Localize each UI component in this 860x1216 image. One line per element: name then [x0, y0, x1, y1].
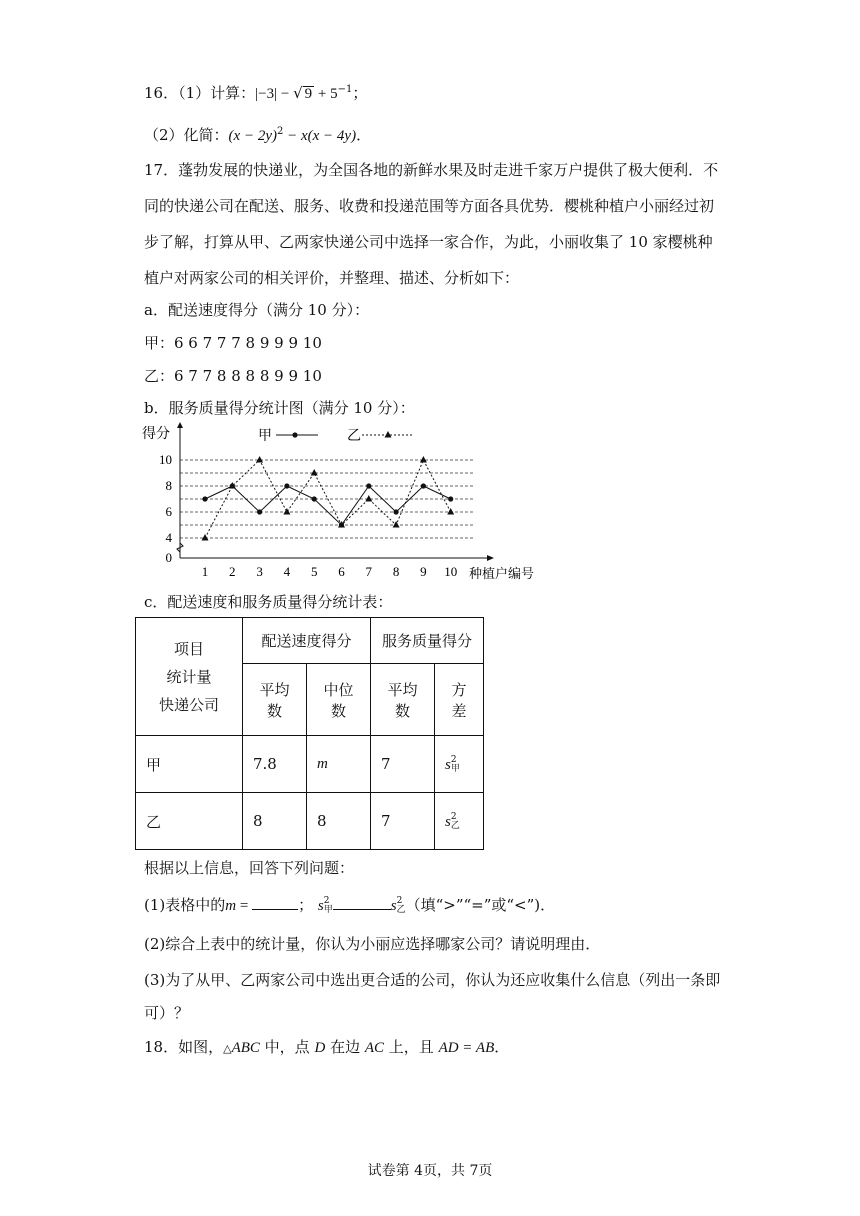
row-median-speed: 8 [307, 793, 371, 850]
y-tick-label: 0 [165, 550, 172, 565]
data-point-jia [284, 483, 289, 488]
q18-ac: AC [364, 1040, 385, 1056]
data-point-yi [283, 508, 290, 515]
q1-eq: = [236, 898, 253, 914]
data-point-yi [393, 521, 400, 528]
q1-pre: (1)表格中的 [144, 896, 226, 914]
y-tick-label: 8 [165, 478, 172, 493]
speed-scores-jia: 甲：6 6 7 7 7 8 9 9 9 10 [144, 334, 322, 352]
q16-part1-abs: |−3| − [255, 86, 294, 102]
x-tick-label: 2 [229, 564, 236, 579]
q18-mid1: 中，点 [259, 1038, 315, 1056]
q1-sub-yi: 乙 [396, 905, 406, 915]
data-point-yi [365, 495, 372, 502]
row-mean-speed: 8 [243, 793, 307, 850]
sub-question-1: (1)表格中的m = ； s 2 甲 s 2 乙 （填“>”“=”或“<”)． [144, 896, 556, 915]
header-stat: 统计量 [166, 667, 212, 686]
q16-part2 [144, 122, 371, 146]
chart-series [202, 456, 455, 541]
sub-question-3-line-1: (3)为了从甲、乙两家公司中选出更合适的公司，你认为还应收集什么信息（列出一条即 [144, 971, 721, 989]
header-item: 项目 [173, 639, 204, 658]
data-point-yi [311, 469, 318, 476]
q1-s-jia: s [317, 898, 324, 914]
section-a-title: a．配送速度得分（满分 10 分）： [144, 301, 370, 319]
data-point-yi [447, 508, 454, 515]
x-tick-label: 9 [420, 564, 427, 579]
var-subscript: 甲 [450, 763, 460, 774]
legend-label-yi: 乙 [347, 428, 361, 444]
legend-marker-yi [385, 431, 392, 438]
q16-part1-exp: −1 [337, 84, 353, 95]
q16-part1-radicand: 9 [304, 86, 313, 102]
legend-label-jia: 甲 [258, 428, 272, 444]
sub-question-2: (2)综合上表中的统计量，你认为小丽应选择哪家公司？请说明理由． [144, 935, 601, 953]
x-tick-label: 5 [310, 564, 318, 579]
legend-marker-jia [292, 432, 297, 437]
page-footer: 试卷第 4页，共 7页 [367, 1163, 493, 1179]
group-speed-header: 配送速度得分 [243, 618, 371, 664]
q1-sub-jia: 甲 [323, 905, 333, 915]
section-c-title: c．配送速度和服务质量得分统计表： [144, 593, 393, 611]
q17-intro-line-3: 步了解，打算从甲、乙两家快递公司中选择一家合作，为此，小丽收集了 10 家樱桃种 [144, 233, 713, 251]
answer-blank-compare[interactable] [333, 895, 391, 910]
col-mean-service: 平均数 [371, 664, 435, 736]
y-tick-label: 4 [165, 530, 172, 545]
sqrt-sign: √ [293, 84, 303, 102]
table-corner-header [136, 618, 243, 736]
x-tick-label: 4 [283, 564, 291, 579]
x-tick-label: 7 [365, 564, 373, 579]
q18-mid2: 在边 [325, 1038, 365, 1056]
q1-s-yi: s [390, 898, 397, 914]
sub-question-3-line-2: 可）？ [144, 1004, 190, 1022]
data-point-yi [256, 456, 263, 463]
data-point-jia [448, 496, 453, 501]
group-service-header: 服务质量得分 [371, 618, 484, 664]
var-subscript: 乙 [450, 820, 460, 831]
q16-part2-expr: (x − 2y) [228, 128, 277, 144]
x-tick-label: 6 [338, 564, 345, 579]
row-mean-service: 7 [371, 736, 435, 793]
q18-end: ． [494, 1038, 510, 1056]
var-symbol: s [445, 756, 451, 773]
x-tick-label: 3 [256, 564, 263, 579]
prompt-text: 根据以上信息，回答下列问题： [144, 859, 355, 877]
row-var-service: s 2 乙 [435, 793, 484, 850]
y-tick-label: 10 [159, 452, 172, 467]
q18-pre: 18．如图， [144, 1038, 224, 1056]
y-tick-label: 6 [165, 504, 172, 519]
q16-part1-label: 16．（1）计算： [144, 84, 256, 102]
q16-part1 [144, 80, 367, 104]
q16-part1-end: ； [352, 84, 368, 102]
stats-table [135, 617, 484, 850]
row-median-speed: m [307, 736, 371, 793]
section-b-title: b．服务质量得分统计图（满分 10 分）： [144, 399, 415, 417]
data-point-jia [366, 483, 371, 488]
row-var-service: s 2 甲 [435, 736, 484, 793]
q17-intro-line-2: 同的快递公司在配送、服务、收费和投递范围等方面各具优势．樱桃种植户小丽经过初 [144, 197, 715, 215]
q18-eq: AD = AB [438, 1040, 495, 1056]
data-point-yi [202, 534, 209, 541]
q16-part2-exp: 2 [276, 126, 284, 137]
x-tick-label: 8 [392, 564, 400, 579]
x-axis-arrow [487, 555, 494, 561]
q16-part1-power: + 5 [314, 86, 338, 102]
q1-hint: （填“>”“=”或“<”)． [405, 896, 556, 914]
table-row [136, 736, 484, 793]
answer-blank-m[interactable] [252, 895, 298, 910]
data-point-jia [394, 509, 399, 514]
q16-part2-expr2: − x(x − 4y) [283, 128, 357, 144]
q16-part2-end: ． [356, 126, 372, 144]
chart-legend [258, 428, 414, 444]
header-company: 快递公司 [158, 695, 219, 714]
row-mean-service: 7 [371, 793, 435, 850]
col-var-service: 方差 [435, 664, 484, 736]
q1-sep: ； [298, 896, 314, 914]
x-tick-label: 1 [201, 564, 209, 579]
data-point-jia [257, 509, 262, 514]
data-point-yi [420, 456, 427, 463]
x-tick-label: 10 [444, 564, 458, 579]
data-point-jia [202, 496, 207, 501]
row-mean-speed: 7.8 [243, 736, 307, 793]
triangle-symbol: △ [223, 1042, 232, 1055]
x-axis-label: 种植户编号 [469, 567, 535, 582]
q18-d: D [314, 1040, 326, 1056]
col-median-speed: 中位数 [307, 664, 371, 736]
service-quality-line-chart [142, 422, 562, 582]
y-axis-label: 得分 [142, 426, 170, 442]
chart-axes [142, 422, 534, 582]
var-symbol: s [445, 813, 451, 830]
row-company: 乙 [136, 793, 243, 850]
q18-stem [144, 1037, 509, 1059]
table-row [136, 793, 484, 850]
q18-abc: ABC [231, 1040, 260, 1056]
q1-m: m [225, 898, 237, 914]
col-mean-speed: 平均数 [243, 664, 307, 736]
data-point-jia [312, 496, 317, 501]
row-company: 甲 [136, 736, 243, 793]
series-line-jia [205, 486, 451, 525]
speed-scores-yi: 乙：6 7 7 8 8 8 8 9 9 10 [144, 367, 322, 385]
q17-intro-line-4: 植户对两家公司的相关评价，并整理、描述、分析如下： [144, 269, 520, 287]
q16-part2-label: （2）化简： [144, 126, 229, 144]
data-point-jia [421, 483, 426, 488]
y-axis-arrow [177, 422, 183, 428]
q17-intro-line-1: 17．蓬勃发展的快递业，为全国各地的新鲜水果及时走进千家万户提供了极大便利．不 [144, 161, 719, 179]
q18-mid3: 上，且 [384, 1038, 439, 1056]
